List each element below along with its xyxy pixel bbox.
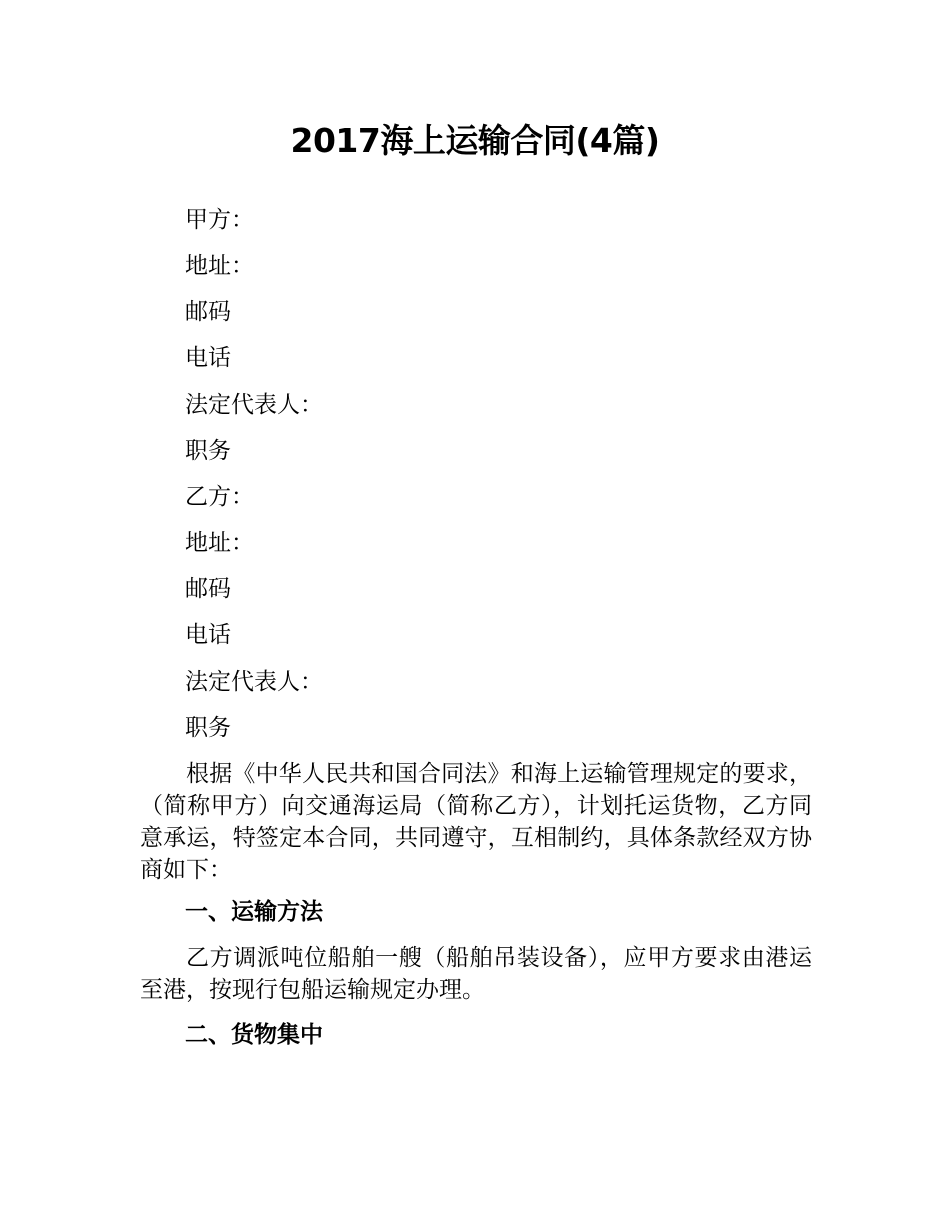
section-paragraph: 乙方调派吨位船舶一艘（船舶吊装设备），应甲方要求由港运至港，按现行包船运输规定办理。 <box>140 945 812 1003</box>
party-a-label: 甲方： <box>185 207 254 233</box>
section-heading: 二、货物集中 <box>185 1022 323 1048</box>
party-b-position: 职务 <box>185 715 231 741</box>
party-a-position: 职务 <box>185 438 231 464</box>
party-a-postcode: 邮码 <box>185 299 231 325</box>
party-a-legal-rep: 法定代表人： <box>185 392 323 418</box>
party-b-phone: 电话 <box>185 622 231 648</box>
party-a-phone: 电话 <box>185 345 231 371</box>
intro-paragraph: 根据《中华人民共和国合同法》和海上运输管理规定的要求，（简称甲方）向交通海运局（简称乙方），计划托运货物，乙方同意承运，特签定本合同，共同遵守，互相制约，具体条款经双方协商如下： <box>140 761 812 883</box>
party-b-label: 乙方： <box>185 484 254 510</box>
party-b-legal-rep: 法定代表人： <box>185 669 323 695</box>
document-title: 2017海上运输合同(4篇) <box>290 121 660 160</box>
section-heading: 一、运输方法 <box>185 899 323 925</box>
party-b-address: 地址： <box>185 530 254 556</box>
party-a-address: 地址： <box>185 253 254 279</box>
party-b-postcode: 邮码 <box>185 576 231 602</box>
